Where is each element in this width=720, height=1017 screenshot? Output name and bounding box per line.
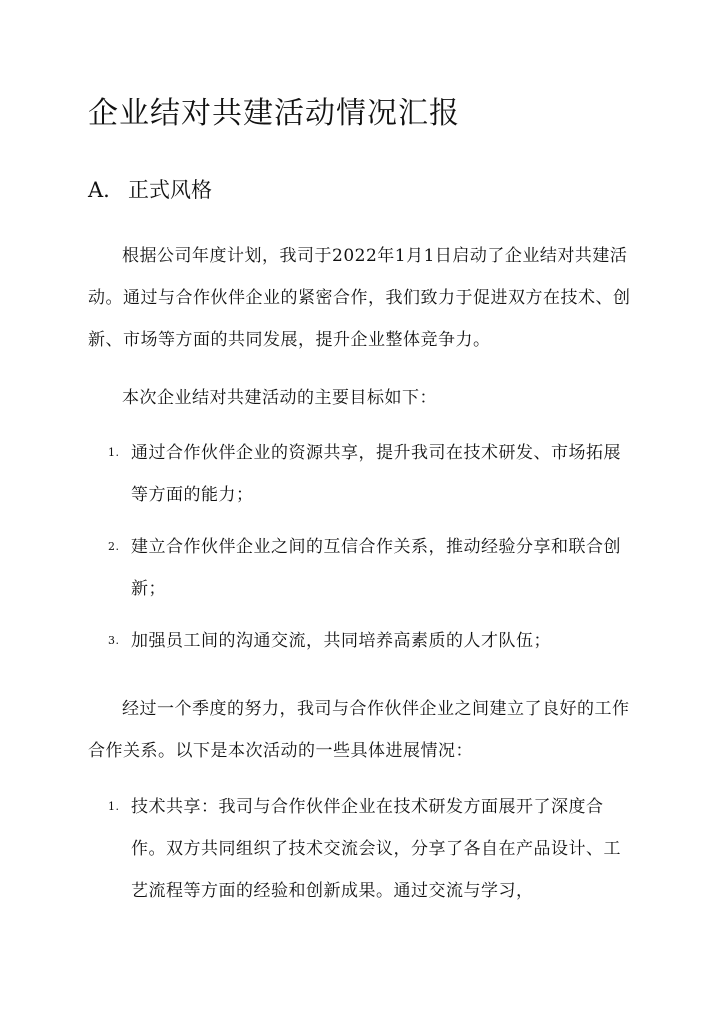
list-number: 1. xyxy=(108,800,120,813)
list-number: 3. xyxy=(108,634,120,647)
section-heading xyxy=(88,174,212,204)
goals-list xyxy=(88,432,634,662)
progress-intro-paragraph: 经过一个季度的努力，我司与合作伙伴企业之间建立了良好的工作合作关系。以下是本次活动的一些具体进展情况： xyxy=(88,699,630,761)
list-number: 1. xyxy=(108,446,120,459)
section-marker: A. xyxy=(88,178,110,202)
page-title: 企业结对共建活动情况汇报 xyxy=(88,96,460,131)
list-item-text: 通过合作伙伴企业的资源共享，提升我司在技术研发、市场拓展等方面的能力； xyxy=(131,443,621,505)
section-heading-text: 正式风格 xyxy=(128,178,212,202)
list-item xyxy=(88,432,634,516)
list-item-text: 加强员工间的沟通交流，共同培养高素质的人才队伍； xyxy=(131,631,551,651)
list-item-text: 技术共享：我司与合作伙伴企业在技术研发方面展开了深度合作。双方共同组织了技术交流会议，分享了各自在产品设计、工艺流程等方面的经验和创新成果。通过交流与学习， xyxy=(131,797,621,901)
list-item xyxy=(88,620,634,662)
list-item xyxy=(88,526,634,610)
list-number: 2. xyxy=(108,540,120,553)
list-item-text: 建立合作伙伴企业之间的互信合作关系，推动经验分享和联合创新； xyxy=(131,537,621,599)
intro-paragraph: 根据公司年度计划，我司于2022年1月1日启动了企业结对共建活动。通过与合作伙伴企业的紧密合作，我们致力于促进双方在技术、创新、市场等方面的共同发展，提升企业整体竞争力。 xyxy=(88,246,631,350)
progress-list xyxy=(88,786,634,912)
goals-intro-paragraph: 本次企业结对共建活动的主要目标如下： xyxy=(122,388,437,408)
list-item xyxy=(88,786,634,912)
